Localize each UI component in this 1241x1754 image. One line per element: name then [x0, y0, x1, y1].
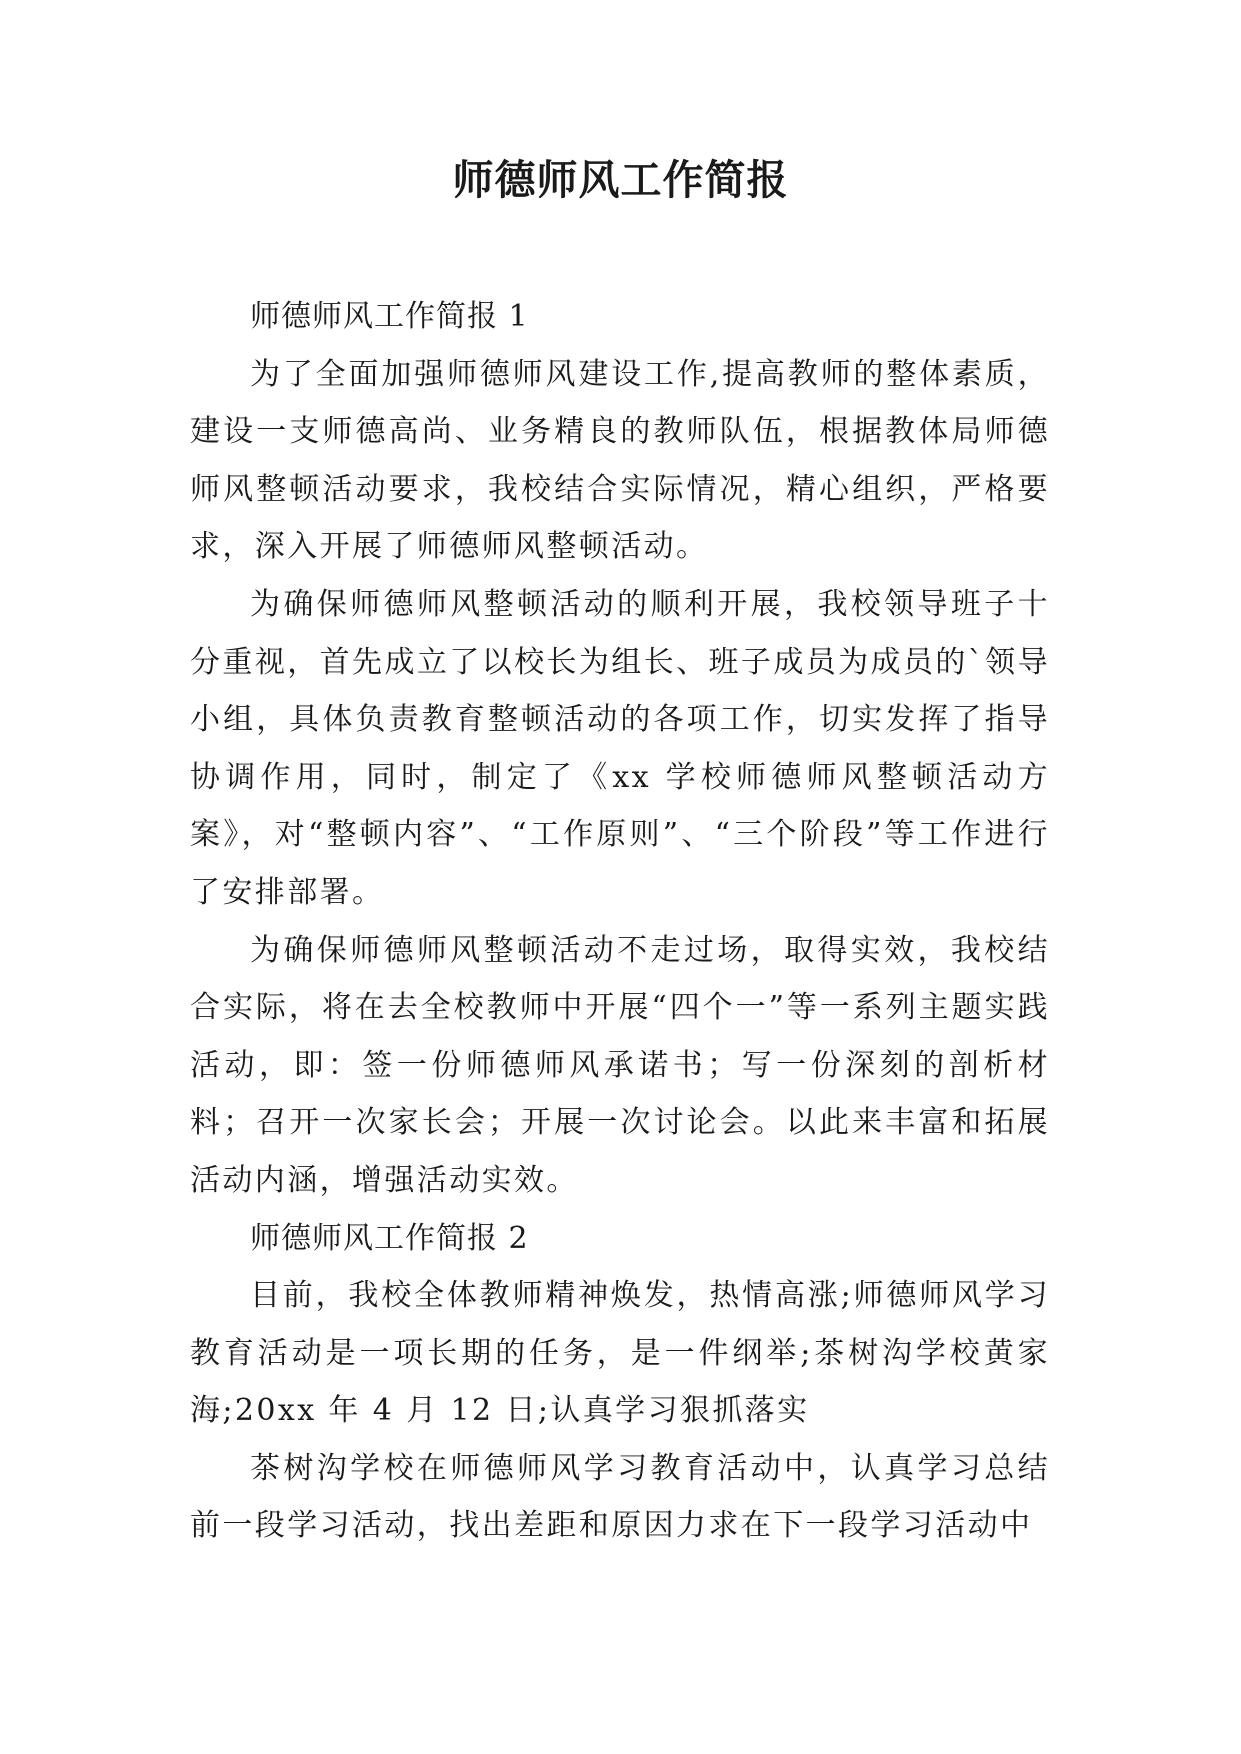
section-heading-1: 师德师风工作简报 1: [250, 299, 529, 334]
document-body: [190, 288, 1050, 1555]
paragraph: 为确保师德师风整顿活动不走过场，取得实效，我校结合实际，将在去全校教师中开展“四个一”等一系列主题实践活动，即：签一份师德师风承诺书；写一份深刻的剖析材料；召开一次家长会；开展一次讨论会。以此来丰富和拓展活动内涵，增强活动实效。: [190, 932, 1050, 1198]
section-heading-2: 师德师风工作简报 2: [250, 1220, 529, 1256]
paragraph: 为确保师德师风整顿活动的顺利开展，我校领导班子十分重视，首先成立了以校长为组长、班子成员为成员的`领导小组，具体负责教育整顿活动的各项工作，切实发挥了指导协调作用，同时，制定了《xx 学校师德师风整顿活动方案》，对“整顿内容”、“工作原则”、“三个阶段”等工作进行了安排部署。: [190, 586, 1050, 910]
paragraph: 茶树沟学校在师德师风学习教育活动中，认真学习总结前一段学习活动，找出差距和原因力求在下一段学习活动中: [190, 1450, 1050, 1544]
document-title: 师德师风工作简报: [452, 156, 789, 204]
paragraph: 目前，我校全体教师精神焕发，热情高涨;师德师风学习教育活动是一项长期的任务，是一件纲举;茶树沟学校黄家海;20xx 年 4 月 12 日;认真学习狠抓落实: [190, 1278, 1050, 1429]
paragraph: 为了全面加强师德师风建设工作,提高教师的整体素质，建设一支师德高尚、业务精良的教师队伍，根据教体局师德师风整顿活动要求，我校结合实际情况，精心组织，严格要求，深入开展了师德师风整顿活动。: [190, 356, 1050, 565]
